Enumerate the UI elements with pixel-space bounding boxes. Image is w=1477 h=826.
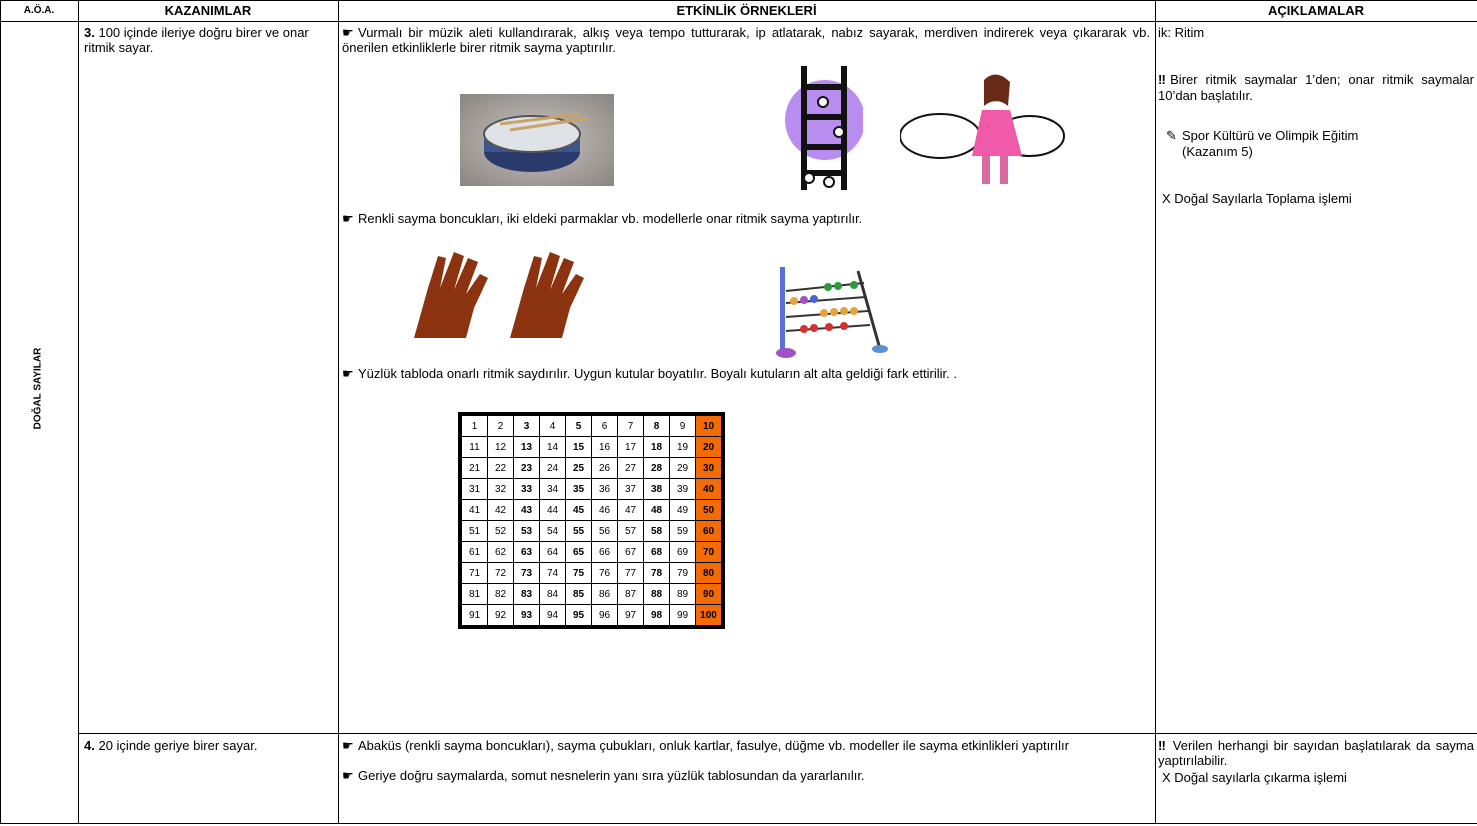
ladder-image [783, 66, 863, 190]
table-cell: 97 [618, 605, 644, 628]
table-cell: 55 [566, 521, 592, 542]
table-cell: 10 [696, 414, 724, 437]
table-cell: 29 [670, 458, 696, 479]
table-cell: 33 [514, 479, 540, 500]
table-cell: 48 [644, 500, 670, 521]
note-any-number-text: Verilen herhangi bir sayıdan başlatılarak da sayma yaptırılabilir. [1158, 738, 1474, 768]
exclamation-icon: ‼ [1158, 72, 1171, 87]
table-cell: 12 [488, 437, 514, 458]
table-cell: 61 [460, 542, 488, 563]
table-cell: 15 [566, 437, 592, 458]
table-cell: 64 [540, 542, 566, 563]
table-cell: 44 [540, 500, 566, 521]
activity-2 [342, 211, 1150, 226]
pen-icon: ✎ [1166, 128, 1177, 143]
table-bottom-border [0, 823, 1477, 824]
table-left-border [0, 0, 1, 824]
table-cell: 79 [670, 563, 696, 584]
kazanim-3-text: 100 içinde ileriye doğru birer ve onar ritmik sayar. [84, 25, 309, 55]
table-cell: 25 [566, 458, 592, 479]
table-cell: 32 [488, 479, 514, 500]
header-aoa: A.Ö.A. [23, 5, 55, 16]
table-row [460, 437, 723, 458]
table-top-border [0, 0, 1477, 1]
table-cell: 11 [460, 437, 488, 458]
table-cell: 49 [670, 500, 696, 521]
note-any-number [1158, 738, 1474, 768]
header-etkinlik: ETKİNLİK ÖRNEKLERİ [676, 3, 817, 18]
exclamation-icon: ‼ [1158, 738, 1168, 753]
table-cell: 5 [566, 414, 592, 437]
activity-2-text: Renkli sayma boncukları, iki eldeki parmaklar vb. modellerle onar ritmik sayma yaptırılır. [358, 211, 863, 226]
table-cell: 87 [618, 584, 644, 605]
table-cell: 14 [540, 437, 566, 458]
jump-rope-girl-image [900, 66, 1070, 190]
table-cell: 69 [670, 542, 696, 563]
table-cell: 17 [618, 437, 644, 458]
table-row [460, 500, 723, 521]
col-divider-3 [1155, 0, 1156, 824]
table-cell: 35 [566, 479, 592, 500]
pointing-hand-icon: ☛ [342, 366, 354, 381]
activity-1-text: Vurmalı bir müzik aleti kullandırarak, alkış veya tempo tutturarak, ip atlatarak, nabız sayarak, merdiven indirerek veya çıkararak vb. önerilen etkinliklerle birer ritmik sayma yaptırılır. [342, 25, 1150, 55]
pointing-hand-icon: ☛ [342, 25, 354, 40]
table-cell: 92 [488, 605, 514, 628]
table-cell: 6 [592, 414, 618, 437]
table-cell: 36 [592, 479, 618, 500]
table-cell: 75 [566, 563, 592, 584]
kazanim-3-number: 3. [84, 25, 95, 40]
table-cell: 82 [488, 584, 514, 605]
activity-5 [342, 768, 1150, 783]
table-cell: 60 [696, 521, 724, 542]
table-cell: 58 [644, 521, 670, 542]
table-cell: 41 [460, 500, 488, 521]
note-start [1158, 72, 1474, 104]
table-cell: 39 [670, 479, 696, 500]
table-cell: 16 [592, 437, 618, 458]
table-cell: 18 [644, 437, 670, 458]
table-cell: 31 [460, 479, 488, 500]
table-row [460, 458, 723, 479]
table-cell: 52 [488, 521, 514, 542]
table-cell: 77 [618, 563, 644, 584]
table-cell: 50 [696, 500, 724, 521]
table-cell: 88 [644, 584, 670, 605]
table-cell: 22 [488, 458, 514, 479]
abacus-image [774, 263, 892, 359]
table-cell: 98 [644, 605, 670, 628]
table-cell: 51 [460, 521, 488, 542]
table-cell: 59 [670, 521, 696, 542]
activity-4 [342, 738, 1150, 753]
table-cell: 66 [592, 542, 618, 563]
note-sport-text: Spor Kültürü ve Olimpik Eğitim [1182, 128, 1359, 143]
note-subtraction: X Doğal sayılarla çıkarma işlemi [1162, 770, 1347, 785]
table-cell: 99 [670, 605, 696, 628]
table-cell: 73 [514, 563, 540, 584]
table-cell: 84 [540, 584, 566, 605]
kazanim-3 [84, 25, 334, 55]
table-cell: 89 [670, 584, 696, 605]
table-cell: 47 [618, 500, 644, 521]
table-row [460, 414, 723, 437]
note-start-text: Birer ritmik saymalar 1’den; onar ritmik saymalar 10’dan başlatılır. [1158, 72, 1474, 103]
table-cell: 27 [618, 458, 644, 479]
table-cell: 19 [670, 437, 696, 458]
table-cell: 13 [514, 437, 540, 458]
activity-5-text: Geriye doğru saymalarda, somut nesnelerin yanı sıra yüzlük tablosundan da yararlanılır. [358, 768, 865, 783]
col-divider-2 [338, 0, 339, 824]
table-cell: 53 [514, 521, 540, 542]
table-cell: 70 [696, 542, 724, 563]
table-cell: 93 [514, 605, 540, 628]
table-cell: 1 [460, 414, 488, 437]
table-cell: 34 [540, 479, 566, 500]
table-cell: 100 [696, 605, 724, 628]
table-row [460, 521, 723, 542]
table-cell: 24 [540, 458, 566, 479]
table-row [460, 563, 723, 584]
table-cell: 42 [488, 500, 514, 521]
table-cell: 38 [644, 479, 670, 500]
header-aciklamalar: AÇIKLAMALAR [1267, 3, 1365, 18]
table-cell: 80 [696, 563, 724, 584]
table-cell: 91 [460, 605, 488, 628]
table-row [460, 605, 723, 628]
table-cell: 23 [514, 458, 540, 479]
table-cell: 45 [566, 500, 592, 521]
pointing-hand-icon: ☛ [342, 768, 354, 783]
table-cell: 63 [514, 542, 540, 563]
table-cell: 37 [618, 479, 644, 500]
row-divider [78, 733, 1477, 734]
table-cell: 40 [696, 479, 724, 500]
table-cell: 74 [540, 563, 566, 584]
table-cell: 3 [514, 414, 540, 437]
table-cell: 9 [670, 414, 696, 437]
hands-image [406, 248, 606, 340]
note-sport [1166, 128, 1466, 160]
header-divider [0, 21, 1477, 22]
kazanim-4-number: 4. [84, 738, 95, 753]
table-cell: 43 [514, 500, 540, 521]
note-sport-ref: (Kazanım 5) [1182, 144, 1253, 159]
table-cell: 8 [644, 414, 670, 437]
table-cell: 20 [696, 437, 724, 458]
table-cell: 56 [592, 521, 618, 542]
table-cell: 57 [618, 521, 644, 542]
table-cell: 21 [460, 458, 488, 479]
activity-3-text: Yüzlük tabloda onarlı ritmik saydırılır. Uygun kutular boyatılır. Boyalı kutuların alt alta geldiği fark ettirilir. . [358, 366, 957, 381]
table-row [460, 584, 723, 605]
table-cell: 83 [514, 584, 540, 605]
table-cell: 95 [566, 605, 592, 628]
pointing-hand-icon: ☛ [342, 738, 354, 753]
hundred-table [458, 412, 725, 629]
table-cell: 30 [696, 458, 724, 479]
table-cell: 94 [540, 605, 566, 628]
table-cell: 62 [488, 542, 514, 563]
table-cell: 7 [618, 414, 644, 437]
table-cell: 2 [488, 414, 514, 437]
table-cell: 26 [592, 458, 618, 479]
table-cell: 96 [592, 605, 618, 628]
note-addition: X Doğal Sayılarla Toplama işlemi [1162, 191, 1352, 206]
header-kazanimlar: KAZANIMLAR [164, 3, 252, 18]
drum-image [460, 94, 614, 186]
table-cell: 68 [644, 542, 670, 563]
table-row [460, 479, 723, 500]
table-cell: 71 [460, 563, 488, 584]
table-cell: 78 [644, 563, 670, 584]
table-cell: 67 [618, 542, 644, 563]
table-cell: 81 [460, 584, 488, 605]
side-label: DOĞAL SAYILAR [32, 347, 44, 430]
col-divider-1 [78, 0, 79, 824]
activity-1 [342, 25, 1150, 55]
pointing-hand-icon: ☛ [342, 211, 354, 226]
table-cell: 28 [644, 458, 670, 479]
table-row [460, 542, 723, 563]
table-cell: 4 [540, 414, 566, 437]
table-cell: 54 [540, 521, 566, 542]
table-cell: 86 [592, 584, 618, 605]
note-rhythm: ik: Ritim [1158, 25, 1205, 40]
activity-4-text: Abaküs (renkli sayma boncukları), sayma çubukları, onluk kartlar, fasulye, düğme vb. modeller ile sayma etkinlikleri yaptırılır [358, 738, 1069, 753]
table-cell: 90 [696, 584, 724, 605]
kazanim-4 [84, 738, 328, 753]
table-cell: 72 [488, 563, 514, 584]
table-cell: 65 [566, 542, 592, 563]
table-cell: 76 [592, 563, 618, 584]
kazanim-4-text: 20 içinde geriye birer sayar. [98, 738, 258, 753]
table-cell: 46 [592, 500, 618, 521]
activity-3 [342, 366, 1150, 381]
table-cell: 85 [566, 584, 592, 605]
